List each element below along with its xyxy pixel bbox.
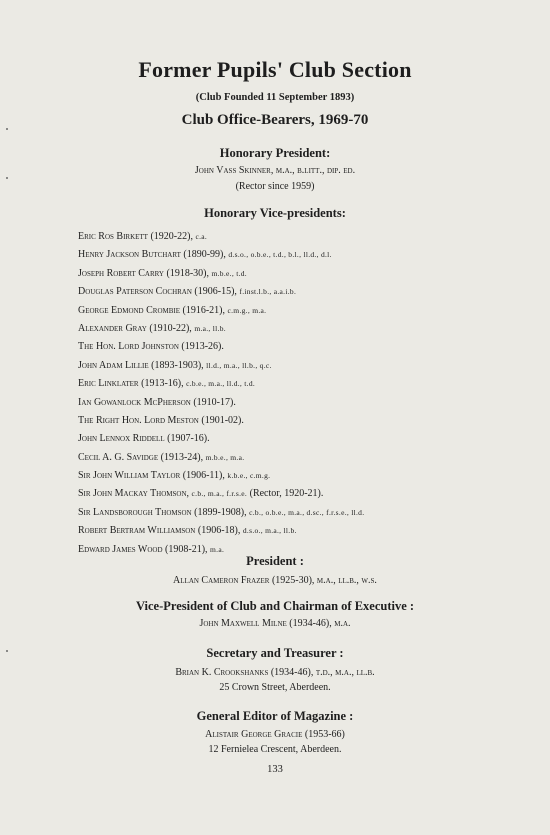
margin-mark <box>6 177 8 179</box>
vice-president-dates: (1890-99), <box>180 249 229 261</box>
editor-address: 12 Fernielea Crescent, Aberdeen. <box>208 744 342 755</box>
vice-president-item <box>78 320 528 338</box>
page-number: 133 <box>267 764 283 775</box>
vice-president-name: Alexander Gray <box>78 322 147 334</box>
vice-president-dates: (1893-1903), <box>148 359 207 371</box>
vice-president-name: The Hon. Lord Johnston <box>78 341 179 353</box>
office-bearers-heading: Club Office-Bearers, 1969-70 <box>181 112 369 128</box>
vice-president-qualifications: m.a., ll.b. <box>194 323 226 333</box>
vice-president-name: Eric Linklater <box>78 378 139 390</box>
vice-president-name: The Right Hon. Lord Meston <box>78 414 199 426</box>
vice-president-item <box>78 375 528 393</box>
vice-president-name: Robert Bertram Williamson <box>78 525 196 537</box>
editor-heading: General Editor of Magazine : <box>196 709 354 723</box>
vice-president-dates: (1916-21), <box>180 304 228 316</box>
vice-president-name: Cecil A. G. Savidge <box>78 451 159 463</box>
vice-president-item <box>78 357 528 375</box>
secretary-name: Brian K. Crookshanks (1934-46), t.d., m.a., ll.b. <box>175 667 375 678</box>
president-heading: President : <box>246 554 304 568</box>
vice-president-note: (Rector, 1920-21). <box>247 488 324 500</box>
vice-president-qualifications: c.m.g., m.a. <box>227 305 267 315</box>
vice-president-name: Sir Landsborough Thomson <box>78 506 192 518</box>
vice-president-item <box>78 430 528 448</box>
president-name: Allan Cameron Frazer (1925-30), m.a., ll.b., w.s. <box>173 575 377 586</box>
honorary-president-name: John Vass Skinner, m.a., b.litt., dip. ed. <box>194 165 356 176</box>
vice-president-name: George Edmond Crombie <box>78 304 180 316</box>
vice-president-dates: (1901-02). <box>198 414 244 426</box>
vice-president-item <box>78 485 528 503</box>
vice-president-dates: (1906-11), <box>180 470 228 482</box>
page-title: Former Pupils' Club Section <box>138 57 412 82</box>
vice-president-item <box>78 449 528 467</box>
honorary-president-note: (Rector since 1959) <box>235 181 315 192</box>
vice-president-qualifications: c.a. <box>195 232 208 241</box>
vice-president-dates: (1899-1908), <box>191 506 250 518</box>
vice-president-qualifications: d.s.o., o.b.e., t.d., b.l., ll.d., d.l. <box>228 250 332 260</box>
vice-president-name: Edward James Wood <box>78 543 163 555</box>
secretary-address: 25 Crown Street, Aberdeen. <box>219 682 331 693</box>
vice-president-dates: (1913-24), <box>158 451 206 463</box>
vice-president-item <box>78 522 528 540</box>
vice-president-item <box>78 302 528 320</box>
vice-president-name: Eric Ros Birkett <box>78 231 148 242</box>
vice-president-dates: (1913-16), <box>138 378 187 390</box>
vice-president-dates: (1920-22), <box>147 231 196 242</box>
vice-president-dates: (1910-22), <box>146 322 195 334</box>
vice-president-qualifications: d.s.o., m.a., ll.b. <box>242 526 297 536</box>
vice-president-qualifications: m.a. <box>210 544 225 554</box>
vice-president-dates: , <box>186 488 192 500</box>
club-founded: (Club Founded 11 September 1893) <box>195 92 355 103</box>
vice-president-name: Douglas Paterson Cochran <box>78 286 192 298</box>
vice-president-name: Sir John Mackay Thomson <box>78 488 187 500</box>
vice-president-qualifications: c.b.e., m.a., ll.d., t.d. <box>186 379 256 389</box>
vice-president-dates: (1908-21), <box>162 543 211 555</box>
vice-president-dates: (1906-15), <box>191 286 240 298</box>
vice-president-club-name: John Maxwell Milne (1934-46), m.a. <box>199 618 351 629</box>
vice-presidents-list <box>78 228 528 559</box>
vice-president-name: John Lennox Riddell <box>78 433 165 445</box>
vice-president-name: Sir John William Taylor <box>78 470 181 482</box>
editor-name: Alistair George Gracie (1953-66) <box>205 729 345 740</box>
vice-president-dates: (1907-16). <box>164 433 210 445</box>
honorary-president-heading: Honorary President: <box>219 146 331 160</box>
vice-president-item <box>78 265 528 283</box>
vice-president-name: John Adam Lillie <box>78 359 149 371</box>
vice-president-item <box>78 228 528 246</box>
vice-presidents-heading: Honorary Vice-presidents: <box>204 206 346 220</box>
vice-president-item <box>78 504 528 522</box>
vice-president-qualifications: k.b.e., c.m.g. <box>227 471 271 481</box>
vice-president-qualifications: m.b.e., t.d. <box>211 268 247 278</box>
vice-president-qualifications: f.inst.l.b., a.a.i.b. <box>239 287 297 297</box>
vice-president-club-heading: Vice-President of Club and Chairman of Executive : <box>135 599 415 613</box>
vice-president-item <box>78 467 528 485</box>
vice-president-qualifications: ll.d., m.a., ll.b., q.c. <box>206 360 272 370</box>
vice-president-item <box>78 394 528 412</box>
vice-president-item <box>78 338 528 356</box>
vice-president-qualifications: c.b., o.b.e., m.a., d.sc., f.r.s.e., ll.d. <box>249 507 365 517</box>
vice-president-dates: (1906-18), <box>195 525 243 537</box>
vice-president-name: Ian Gowanlock McPherson <box>78 396 191 408</box>
vice-president-qualifications: c.b., m.a., f.r.s.e. <box>191 489 248 499</box>
vice-president-item <box>78 283 528 301</box>
vice-president-name: Joseph Robert Carry <box>78 267 164 279</box>
vice-president-qualifications: m.b.e., m.a. <box>205 452 245 462</box>
vice-president-dates: (1913-26). <box>178 341 224 353</box>
vice-president-item <box>78 412 528 430</box>
vice-president-dates: (1918-30), <box>164 267 212 279</box>
vice-president-item <box>78 246 528 264</box>
vice-president-dates: (1910-17). <box>190 396 236 408</box>
secretary-heading: Secretary and Treasurer : <box>206 646 344 660</box>
vice-president-name: Henry Jackson Butchart <box>78 249 181 261</box>
